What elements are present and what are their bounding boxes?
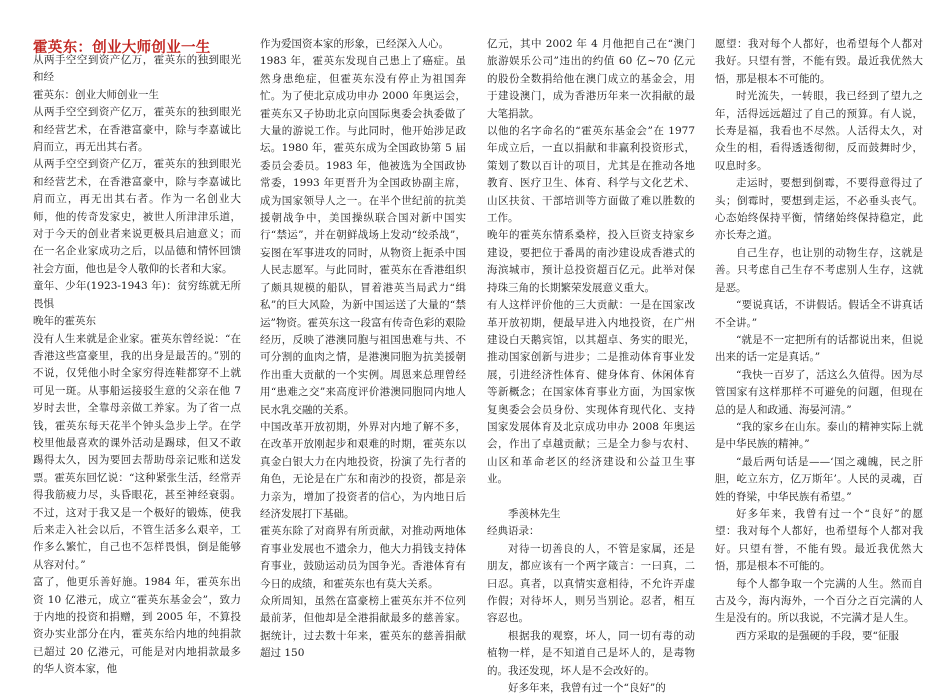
quote-paragraph: “最后两句话是——‘国之魂魄，民之肝胆，屹立东方，亿万斯年’。人民的灵魂，百姓的脊梁，中华民族有希望。” xyxy=(715,455,923,503)
paragraph: 霍英东除了对商界有所贡献，对推动两地体育事业发展也不遗余力，他大力捐钱支持体育事业，鼓励运动员为国争光。香港体育有今日的成绩，和霍英东也有莫大关系。 xyxy=(260,525,466,590)
quote-paragraph: 时光流失，一转眼，我已经到了望九之年，活得远远超过了自己的预算。有人说，长寿是福，我看也不尽然。人活得太久，对众生的相，看得透透彻彻，反而鼓舞时少，叹息时多。 xyxy=(715,90,923,172)
paragraph: 亿元，其中 2002 年 4 月他把自己在“澳门旅游娱乐公司”违出的约值 60 亿~70 亿元的股份全数捐给他在澳门成立的基金会，用于建设澳门，成为香港历年来一次捐献的最大笔捐款。 xyxy=(487,38,695,120)
quote-paragraph: 愿望：我对每个人都好，也希望每个人都对我好。只望有誉，不能有毁。最近我优然大悟，那是根本不可能的。 xyxy=(715,38,923,85)
paragraph: 从两手空空到资产亿万，霍英东的独到眼光和经营艺术，在香港富豪中，除与李嘉诚比肩而立，再无出其右者。 xyxy=(33,106,241,154)
section-heading: 童年、少年(1923-1943 年)：贫穷练就无所畏惧 xyxy=(33,280,241,310)
paragraph: 晚年的霍英东情系桑梓，投入巨资支持家乡建设，要把位于番禺的南沙建设成香港式的海滨城市，预计总投资超百亿元。此举对保持珠三角的长期繁荣发展意义重大。 xyxy=(487,229,695,294)
column-3 xyxy=(487,36,695,695)
paragraph: 1983 年，霍英东发现自己患上了癌症。虽然身患绝症，但霍英东没有停止为祖国奔忙。为了使北京成功申办 2000 年奥运会，霍英东又子协助北京向国际奥委会执委做了大量的游说工作。与此同时，他开始涉足政坛。1980 年，霍英东成为全国政协第 5 届委员会委员。1983 年，他被选为全国政协常委，1993 年更晋升为全国政协副主席，成为国家领导人之一。在半个世纪前的抗美援朝战争中，美国操纵联合国对新中国实行“禁运”，并在朝鲜战场上发动“绞杀战”，妄图在军事进攻的同时，从物资上扼杀中国人民志愿军。与此同时，霍英东在香港组织了颇具规模的船队，冒着港英当局武力“缉私”的巨大风险，为新中国运送了大量的“禁运”物资。霍英东这一段富有传奇色彩的艰险经历，反映了港澳同胞与祖国患难与共、不可分割的血肉之情，是港澳同胞为抗美援朝作出重大贡献的一个实例。周恩来总理曾经用“患难之交”来高度评价港澳同胞同内地人民水乳交融的关系。 xyxy=(260,55,466,416)
column-1 xyxy=(33,34,241,676)
paragraph: 中国改革开放初期，外界对内地了解不多，在改革开放刚起步和艰难的时期，霍英东以真金白银大力在内地投资，扮演了先行者的角色，无论是在广东和南沙的投资，都是亲力亲为，增加了投资者的信心，为内地日后经济发展打下基础。 xyxy=(260,420,466,520)
paragraph: 有人这样评价他的三大贡献：一是在国家改革开放初期，便最早进入内地投资，在广州建设白天鹅宾馆，以其超卓、务实的眼光，推动国家创新与进步；二是推动体育事业发展，引进经济性体育、健身体育、休闲体育等新概念；在国家体育事业方面，为国家恢复奥委会会员身份、实现体育现代化、支持国家发展体育及北京成功申办 2008 年奥运会，作出了卓越贡献；三是全力参与农村、山区和革命老区的经济建设和公益卫生事业。 xyxy=(487,299,695,486)
paragraph: 没有人生来就是企业家。霍英东曾经说：“在香港这些富豪里，我的出身是最苦的。”别的不说，仅凭他小时全家穷得连鞋都穿不上就可见一斑。从事船运接驳生意的父亲在他 7 岁时去世，全靠母亲做工养家。为了省一点钱，霍英东每天花半个钟头急步上学。在学校里他最喜欢的课外活动是踢球，但又不敢踢得太久，因为要回去帮助母亲记账和送发票。霍英东回忆说：“这种紧张生活，经常弄得我筋疲力尽，头昏眼花，甚至神经衰弱。不过，这对于我又是一个极好的锻炼，使我后来走入社会以后，不管生活多么艰辛，工作多么繁忙，自己也不怎样畏惧，倒是能够从容对付。” xyxy=(33,332,241,571)
column-2 xyxy=(260,36,466,672)
quote-paragraph: “我快一百岁了，活这么久值得。因为尽管国家有这样那样不可避免的问题，但现在总的是人和政通、海晏河清。” xyxy=(715,368,923,416)
paragraph: 从两手空空到资产亿万，霍英东的独到眼光和经 xyxy=(33,54,241,84)
paragraph: 富了，他更乐善好施。1984 年，霍英东出资 10 亿港元，成立“霍英东基金会”，致力于内地的投资和捐赠，到 2005 年，不算投资办实业部分在内，霍英东给内地的纯捐款已超过 20 亿港元，可能是对内地捐款最多的华人资本家，他 xyxy=(33,576,241,676)
spacer xyxy=(487,489,695,506)
paragraph: 作为爱国资本家的形象，已经深入人心。 xyxy=(260,38,449,50)
quote-paragraph: “就是不一定把所有的话都说出来，但说出来的话一定是真话。” xyxy=(715,333,923,364)
quote-paragraph: 对待一切善良的人，不管是家属，还是朋友，都应该有一个两字箴言：一曰真，二曰忍。真者，以真情实意相待，不允许弄虚作假；对待坏人，则另当别论。忍者，相互容忍也。 xyxy=(487,542,695,625)
paragraph: 以他的名字命名的“霍英东基金会”在 1977 年成立后，一直以捐献和非赢利投资形式，策划了数以百计的项目，尤其是在推动各地教育、医疗卫生、体育、科学与文化艺术、山区扶贫、干部培训等方面做了难以胜数的工作。 xyxy=(487,125,695,225)
quote-paragraph: 根据我的观察，坏人，同一切有毒的动植物一样，是不知道自己是坏人的，是毒物的。我还发现，坏人是不会改好的。 xyxy=(487,629,695,677)
quote-paragraph: 好多年来，我曾有过一个“良好”的 xyxy=(508,682,666,695)
section-heading: 季羡林先生 xyxy=(508,507,561,520)
article-title: 霍英东：创业大师创业一生 xyxy=(33,40,211,56)
paragraph: 从两手空空到资产亿万，霍英东的独到眼光和经营艺术，在香港富豪中，除与李嘉诚比肩而立，再无出其右者。作为一名创业大师，他的传奇发家史，被世人所津津乐道，对于今天的创业者来说更极具启迪意义；而在一名企业家成功之后，以品德和情怀回馈社会方面，他也是令人敬仰的长者和大家。 xyxy=(33,158,241,275)
paragraph: 霍英东：创业大师创业一生 xyxy=(33,88,159,101)
section-subheading: 经典语录： xyxy=(487,525,540,538)
quote-paragraph: 好多年来，我曾有过一个“良好”的愿望：我对每个人都好，也希望每个人都对我好。只望有誉，不能有毁。最近我优然大悟，那是根本不可能的。 xyxy=(715,507,923,573)
quote-paragraph: 每个人都争取一个完满的人生。然而自古及今，海内海外，一个百分之百完满的人生是没有的。所以我说，不完满才是人生。 xyxy=(715,577,923,625)
quote-paragraph: 自己生存，也让别的动物生存，这就是善。只考虑自己生存不考虑别人生存，这就是恶。 xyxy=(715,246,923,294)
quote-paragraph: 西方采取的是强硬的手段，要“征服 xyxy=(736,629,899,642)
paragraph: 众所周知，虽然在富豪榜上霍英东并不位列最前茅，但他却是全港捐献最多的慈善家。据统计，过去数十年来，霍英东的慈善捐献超过 150 xyxy=(260,595,466,660)
quote-paragraph: “我的家乡在山东。泰山的精神实际上就是中华民族的精神。” xyxy=(715,420,923,451)
quote-paragraph: “要说真话，不讲假话。假话全不讲真话不全讲。” xyxy=(715,299,923,329)
column-4 xyxy=(715,36,923,672)
photo-caption: 晚年的霍英东 xyxy=(33,315,96,328)
quote-paragraph: 走运时，要想到倒霉，不要得意得过了头；倒霉时，要想到走运，不必垂头丧气。心态始终保持平衡，情绪始终保持稳定，此亦长寿之道。 xyxy=(715,177,923,242)
